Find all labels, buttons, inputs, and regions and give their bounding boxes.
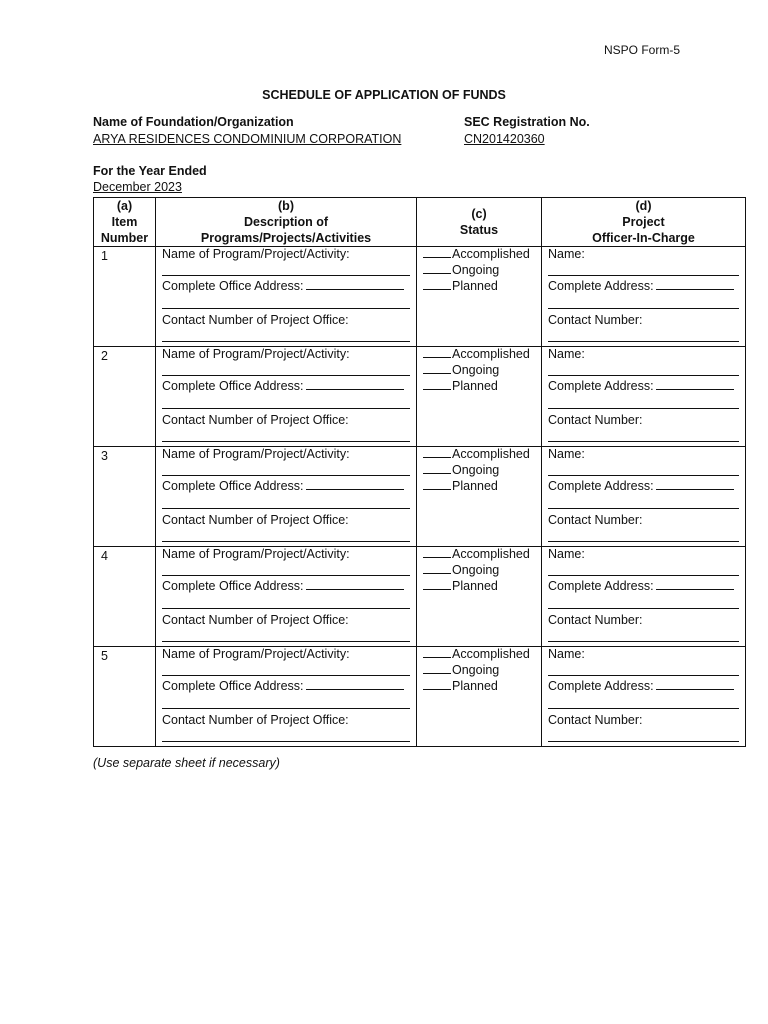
status-option-ongoing[interactable] [423,363,499,378]
status-option-ongoing[interactable] [423,663,499,678]
officer-contact-label: Contact Number: [548,713,643,727]
schedule-table [93,197,746,747]
office-address-label: Complete Office Address: [162,679,304,693]
item-number: 3 [101,449,108,463]
status-blank[interactable] [423,647,451,658]
status-planned-label: Planned [452,379,498,393]
officer-name-fill-line[interactable] [548,675,739,676]
year-ended-label: For the Year Ended [93,164,207,178]
officer-contact-fill-line[interactable] [548,341,739,342]
officer-address-fill-line[interactable] [656,479,734,490]
officer-address-fill-line-2[interactable] [548,708,739,709]
office-address-label: Complete Office Address: [162,379,304,393]
office-contact-fill-line[interactable] [162,641,410,642]
status-accomplished-label: Accomplished [452,447,530,461]
header-c-code: (c) [471,207,487,221]
description-cell [156,547,417,647]
program-name-label: Name of Program/Project/Activity: [162,247,350,261]
status-option-accomplished[interactable] [423,347,530,362]
office-contact-label: Contact Number of Project Office: [162,513,349,527]
status-cell [417,347,542,447]
item-number: 4 [101,549,108,563]
status-ongoing-label: Ongoing [452,563,500,577]
header-c-line1: Status [459,223,499,237]
office-contact-fill-line[interactable] [162,441,410,442]
status-blank[interactable] [423,579,451,590]
status-cell [417,447,542,547]
officer-address-line [548,479,734,494]
officer-name-label: Name: [548,547,585,561]
table-row [94,347,746,447]
table-row [94,647,746,747]
officer-address-fill-line-2[interactable] [548,608,739,609]
status-option-ongoing[interactable] [423,263,499,278]
office-address-fill-line[interactable] [306,579,404,590]
status-planned-label: Planned [452,279,498,293]
officer-contact-label: Contact Number: [548,513,643,527]
status-blank[interactable] [423,479,451,490]
office-address-line [162,679,404,694]
officer-cell [542,447,746,547]
status-blank[interactable] [423,347,451,358]
header-officer [542,198,746,247]
header-a-code: (a) [116,199,133,213]
status-accomplished-label: Accomplished [452,547,530,561]
officer-address-line [548,679,734,694]
form-code: NSPO Form-5 [604,43,681,57]
program-name-label: Name of Program/Project/Activity: [162,647,350,661]
officer-address-fill-line[interactable] [656,579,734,590]
officer-name-label: Name: [548,247,585,261]
description-cell [156,347,417,447]
status-blank[interactable] [423,447,451,458]
status-accomplished-label: Accomplished [452,247,530,261]
officer-address-label: Complete Address: [548,379,654,393]
status-ongoing-label: Ongoing [452,463,500,477]
status-planned-label: Planned [452,679,498,693]
office-address-fill-line-2[interactable] [162,508,410,509]
header-b-line1: Description of [243,215,329,229]
status-option-planned[interactable] [423,479,498,494]
office-contact-fill-line[interactable] [162,741,410,742]
status-option-accomplished[interactable] [423,547,530,562]
description-cell [156,247,417,347]
officer-address-fill-line[interactable] [656,279,734,290]
item-number-cell [94,647,156,747]
officer-address-line [548,279,734,294]
description-cell [156,647,417,747]
header-a-line1: Item [111,215,138,229]
officer-address-label: Complete Address: [548,579,654,593]
officer-address-label: Complete Address: [548,279,654,293]
status-blank[interactable] [423,379,451,390]
status-option-ongoing[interactable] [423,463,499,478]
status-cell [417,647,542,747]
item-number: 2 [101,349,108,363]
officer-cell [542,647,746,747]
status-blank[interactable] [423,679,451,690]
program-name-fill-line[interactable] [162,375,410,376]
office-address-line [162,579,404,594]
office-address-line [162,379,404,394]
office-contact-label: Contact Number of Project Office: [162,713,349,727]
status-option-planned[interactable] [423,279,498,294]
item-number-cell [94,447,156,547]
officer-address-fill-line[interactable] [656,679,734,690]
status-blank[interactable] [423,663,451,674]
program-name-fill-line[interactable] [162,575,410,576]
status-option-accomplished[interactable] [423,247,530,262]
officer-name-label: Name: [548,647,585,661]
header-description [156,198,417,247]
officer-address-fill-line-2[interactable] [548,508,739,509]
status-blank[interactable] [423,463,451,474]
officer-address-label: Complete Address: [548,679,654,693]
officer-contact-label: Contact Number: [548,313,643,327]
status-accomplished-label: Accomplished [452,647,530,661]
office-contact-fill-line[interactable] [162,541,410,542]
program-name-fill-line[interactable] [162,675,410,676]
organization-label: Name of Foundation/Organization [93,115,294,129]
status-option-planned[interactable] [423,579,498,594]
status-ongoing-label: Ongoing [452,663,500,677]
status-option-accomplished[interactable] [423,447,530,462]
officer-address-line [548,379,734,394]
header-a-line2: Number [100,231,149,245]
office-address-fill-line[interactable] [306,379,404,390]
header-item-number [94,198,156,247]
officer-contact-fill-line[interactable] [548,741,739,742]
officer-address-fill-line-2[interactable] [548,308,739,309]
header-b-line2: Programs/Projects/Activities [200,231,372,245]
officer-name-fill-line[interactable] [548,575,739,576]
officer-address-fill-line-2[interactable] [548,408,739,409]
officer-address-label: Complete Address: [548,479,654,493]
office-address-fill-line-2[interactable] [162,308,410,309]
officer-cell [542,547,746,647]
organization-value: ARYA RESIDENCES CONDOMINIUM CORPORATION [93,132,402,146]
officer-name-fill-line[interactable] [548,475,739,476]
item-number-cell [94,247,156,347]
officer-contact-fill-line[interactable] [548,541,739,542]
office-address-label: Complete Office Address: [162,479,304,493]
item-number: 1 [101,249,108,263]
table-row [94,547,746,647]
officer-address-fill-line[interactable] [656,379,734,390]
program-name-label: Name of Program/Project/Activity: [162,347,350,361]
item-number-cell [94,347,156,447]
status-blank[interactable] [423,247,451,258]
item-number-cell [94,547,156,647]
office-address-fill-line-2[interactable] [162,408,410,409]
office-address-line [162,279,404,294]
header-d-line1: Project [622,215,665,229]
office-address-line [162,479,404,494]
footnote: (Use separate sheet if necessary) [93,756,280,770]
status-cell [417,547,542,647]
officer-cell [542,347,746,447]
officer-contact-fill-line[interactable] [548,441,739,442]
status-planned-label: Planned [452,579,498,593]
status-option-planned[interactable] [423,379,498,394]
header-d-code: (d) [635,199,652,213]
office-address-fill-line[interactable] [306,479,404,490]
item-number: 5 [101,649,108,663]
officer-cell [542,247,746,347]
header-b-code: (b) [278,199,294,213]
officer-contact-label: Contact Number: [548,613,643,627]
office-address-label: Complete Office Address: [162,279,304,293]
table-row [94,247,746,347]
program-name-fill-line[interactable] [162,475,410,476]
table-header-row [94,198,746,247]
page-title: SCHEDULE OF APPLICATION OF FUNDS [262,88,506,102]
program-name-label: Name of Program/Project/Activity: [162,447,350,461]
officer-address-line [548,579,734,594]
status-ongoing-label: Ongoing [452,363,500,377]
header-d-line2: Officer-In-Charge [592,231,695,245]
officer-name-label: Name: [548,447,585,461]
program-name-label: Name of Program/Project/Activity: [162,547,350,561]
status-option-accomplished[interactable] [423,647,530,662]
office-address-label: Complete Office Address: [162,579,304,593]
header-status [417,198,542,247]
office-contact-fill-line[interactable] [162,341,410,342]
officer-contact-label: Contact Number: [548,413,643,427]
status-option-ongoing[interactable] [423,563,499,578]
sec-registration-label: SEC Registration No. [464,115,590,129]
office-address-fill-line-2[interactable] [162,608,410,609]
status-cell [417,247,542,347]
office-contact-label: Contact Number of Project Office: [162,613,349,627]
description-cell [156,447,417,547]
officer-contact-fill-line[interactable] [548,641,739,642]
status-accomplished-label: Accomplished [452,347,530,361]
officer-name-label: Name: [548,347,585,361]
status-blank[interactable] [423,263,451,274]
sec-registration-value: CN201420360 [464,132,545,146]
year-ended-value: December 2023 [93,180,182,194]
status-ongoing-label: Ongoing [452,263,500,277]
office-address-fill-line[interactable] [306,279,404,290]
officer-name-fill-line[interactable] [548,275,739,276]
status-option-planned[interactable] [423,679,498,694]
office-contact-label: Contact Number of Project Office: [162,313,349,327]
office-contact-label: Contact Number of Project Office: [162,413,349,427]
officer-name-fill-line[interactable] [548,375,739,376]
office-address-fill-line[interactable] [306,679,404,690]
status-blank[interactable] [423,547,451,558]
status-planned-label: Planned [452,479,498,493]
status-blank[interactable] [423,279,451,290]
status-blank[interactable] [423,363,451,374]
program-name-fill-line[interactable] [162,275,410,276]
table-row [94,447,746,547]
status-blank[interactable] [423,563,451,574]
office-address-fill-line-2[interactable] [162,708,410,709]
